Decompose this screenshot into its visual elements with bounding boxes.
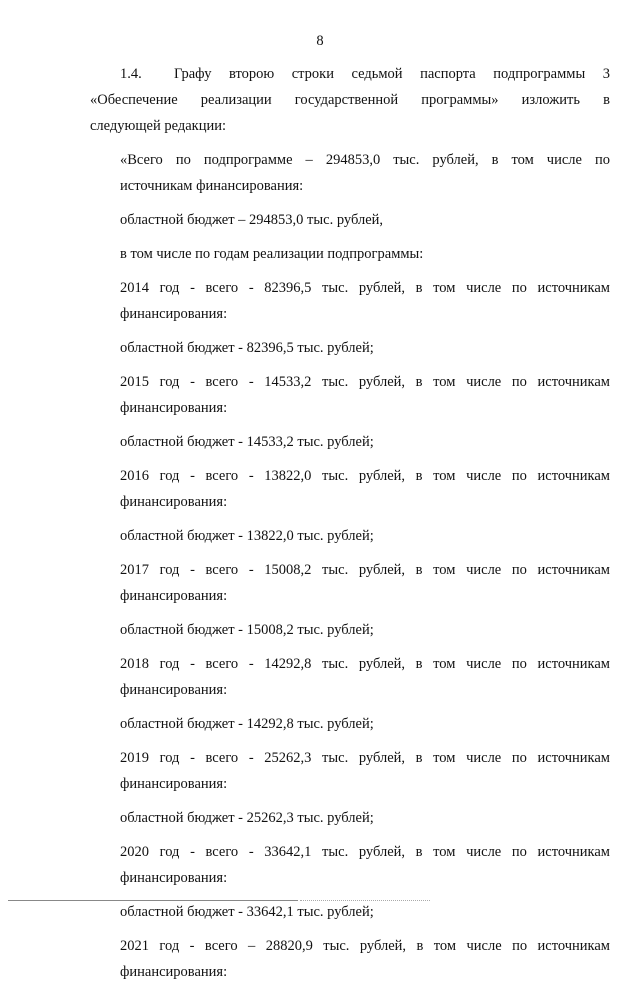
year-block — [120, 839, 610, 925]
intro-first-line — [120, 61, 610, 87]
year-total-line-1: 2019 год - всего - 25262,3 тыс. рублей, в том числе по источникам — [120, 750, 610, 766]
year-total-line-2: финансирования: — [120, 588, 228, 604]
year-total-line-1: 2014 год - всего - 82396,5 тыс. рублей, в том числе по источникам — [120, 280, 610, 296]
year-block — [120, 275, 610, 361]
year-regional-budget: областной бюджет - 82396,5 тыс. рублей; — [120, 340, 374, 356]
year-total — [120, 557, 610, 609]
year-total — [120, 839, 610, 891]
years-list — [120, 275, 610, 985]
document-body — [90, 61, 610, 993]
year-total — [120, 275, 610, 327]
footer-divider-dotted — [300, 900, 430, 901]
year-total — [120, 651, 610, 703]
year-block — [120, 933, 610, 985]
year-block — [120, 463, 610, 549]
intro-paragraph — [90, 61, 610, 139]
by-years-header: в том числе по годам реализации подпрограммы: — [120, 246, 424, 262]
year-block — [120, 369, 610, 455]
regional-total: областной бюджет – 294853,0 тыс. рублей, — [120, 212, 384, 228]
year-block — [120, 651, 610, 737]
year-total-line-2: финансирования: — [120, 870, 228, 886]
year-regional-budget: областной бюджет - 14292,8 тыс. рублей; — [120, 716, 374, 732]
intro-line-1: Графу второю строки седьмой паспорта подпрограммы 3 — [174, 66, 610, 82]
year-regional-budget: областной бюджет - 25262,3 тыс. рублей; — [120, 810, 374, 826]
year-regional-budget: областной бюджет - 14533,2 тыс. рублей; — [120, 434, 374, 450]
intro-line-3: следующей редакции: — [90, 118, 227, 134]
year-total — [120, 745, 610, 797]
total-paragraph — [120, 147, 610, 199]
year-total-line-2: финансирования: — [120, 776, 228, 792]
year-total-line-1: 2016 год - всего - 13822,0 тыс. рублей, в том числе по источникам — [120, 468, 610, 484]
year-total-line-2: финансирования: — [120, 964, 228, 980]
year-regional-budget: областной бюджет - 15008,2 тыс. рублей; — [120, 622, 374, 638]
year-regional-budget: областной бюджет - 33642,1 тыс. рублей; — [120, 904, 374, 920]
year-total — [120, 933, 610, 985]
total-line-2: источникам финансирования: — [120, 178, 304, 194]
year-total-line-1: 2021 год - всего – 28820,9 тыс. рублей, в том числе по источникам — [120, 938, 610, 954]
year-total-line-1: 2018 год - всего - 14292,8 тыс. рублей, в том числе по источникам — [120, 656, 610, 672]
year-total-line-1: 2017 год - всего - 15008,2 тыс. рублей, в том числе по источникам — [120, 562, 610, 578]
footer-divider — [8, 900, 298, 901]
year-total-line-2: финансирования: — [120, 400, 228, 416]
item-number: 1.4. — [120, 66, 142, 82]
page-number: 8 — [316, 33, 324, 49]
year-regional-budget: областной бюджет - 13822,0 тыс. рублей; — [120, 528, 374, 544]
year-total-line-2: финансирования: — [120, 682, 228, 698]
total-line-1: «Всего по подпрограмме – 294853,0 тыс. рублей, в том числе по — [120, 152, 610, 168]
year-total-line-1: 2020 год - всего - 33642,1 тыс. рублей, в том числе по источникам — [120, 844, 610, 860]
year-total-line-2: финансирования: — [120, 306, 228, 322]
year-block — [120, 557, 610, 643]
intro-line-2: «Обеспечение реализации государственной программы» изложить в — [90, 92, 610, 108]
year-total-line-2: финансирования: — [120, 494, 228, 510]
year-total — [120, 463, 610, 515]
year-block — [120, 745, 610, 831]
year-total — [120, 369, 610, 421]
year-total-line-1: 2015 год - всего - 14533,2 тыс. рублей, в том числе по источникам — [120, 374, 610, 390]
